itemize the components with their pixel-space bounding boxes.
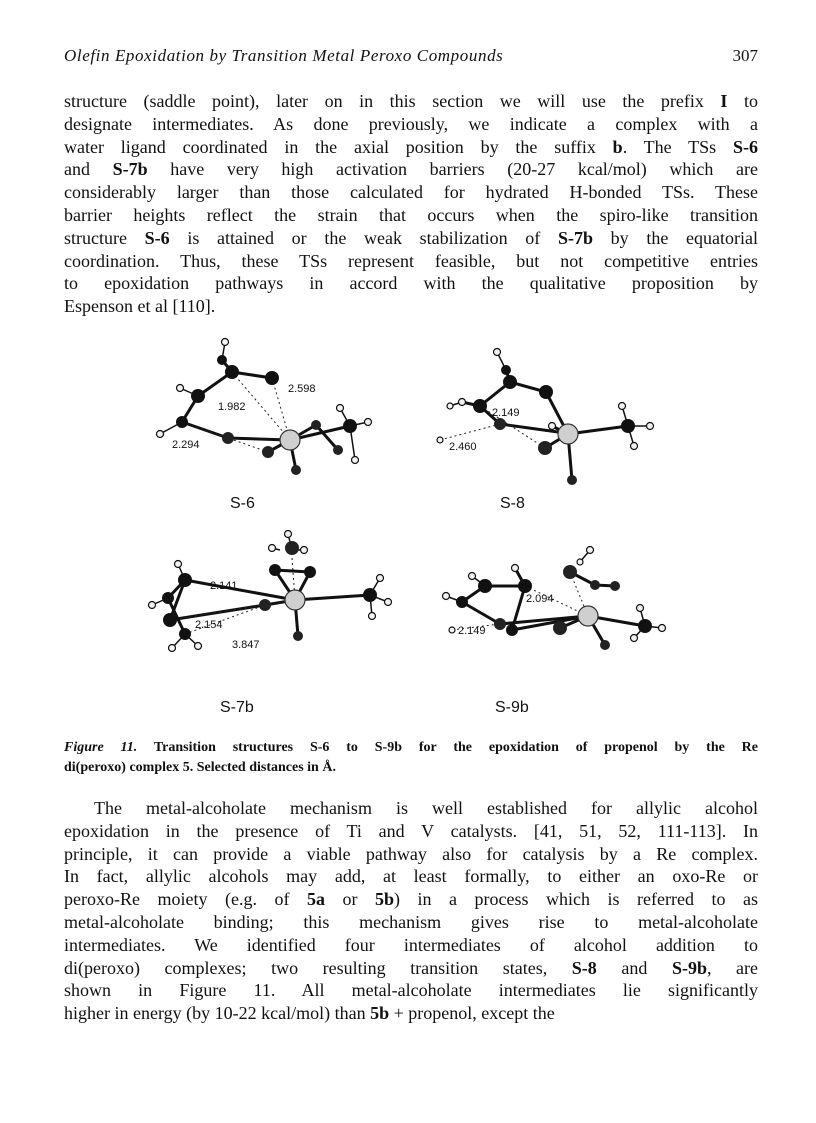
text-line: metal-alcoholate binding; this mechanism gives rise to metal-alcoholate [64,911,758,932]
distance-label: 2.460 [449,441,477,453]
structure-s-7b [149,531,392,717]
distance-label: 2.149 [458,625,486,637]
figure-11-graphic [140,330,680,730]
structure-label: S-9b [495,699,529,716]
text-line: coordination. Thus, these TSs represent feasible, but not competitive entries [64,250,758,271]
structure-s-8 [437,349,654,513]
distance-label: 2.154 [195,619,223,631]
page-number: 307 [732,46,758,65]
structure-s-6 [157,339,372,513]
structure-label: S-8 [500,495,525,512]
distance-label: 2.598 [288,383,316,395]
text-line: epoxidation in the presence of Ti and V catalysts. [41, 51, 52, 111-113]. In [64,820,758,841]
running-title: Olefin Epoxidation by Transition Metal Peroxo Compounds [64,46,504,65]
bold-term: b [612,136,623,157]
bold-term: 5b [370,1003,390,1024]
text-line: water ligand coordinated in the axial position by the suffix b. The TSs S-6 [64,136,758,157]
text-line: intermediates. We identified four intermediates of alcohol addition to [64,934,758,955]
structure-label: S-6 [230,495,255,512]
bold-term: I [720,91,728,111]
text-line: structure (saddle point), later on in this section we will use the prefix I to [64,91,758,111]
paragraph-metal-alcoholate [64,797,758,1025]
figure-label: Figure 11. [64,740,138,755]
text-line: designate intermediates. As done previously, we indicate a complex with a [64,113,758,134]
running-head [64,46,758,72]
bold-term: S-9b [671,957,707,978]
caption-text-2: di(peroxo) complex 5. Selected distances in Å. [64,760,336,775]
bold-term: S-7b [557,227,593,248]
bold-term: 5a [306,889,325,910]
bold-term: S-6 [144,227,170,248]
text-line: Espenson et al [110]. [64,296,216,317]
structure-label: S-7b [220,699,254,716]
text-line: shown in Figure 11. All metal-alcoholate intermediates lie significantly [64,980,758,1001]
text-line: principle, it can provide a viable pathway also for catalysis by a Re complex. [64,843,758,864]
text-line: to epoxidation pathways in accord with the qualitative proposition by [64,273,758,294]
distance-label: 2.294 [172,439,200,451]
structure-s-9b [443,547,666,717]
text-line: considerably larger than those calculated for hydrated H-bonded TSs. These [64,182,758,203]
text-line: In fact, allylic alcohols may add, at least formally, to either an oxo-Re or [64,866,758,887]
text-line: peroxo-Re moiety (e.g. of 5a or 5b) in a process which is referred to as [64,889,758,910]
bold-term: S-6 [732,136,758,157]
distance-label: 2.141 [210,580,238,592]
text-line: The metal-alcoholate mechanism is well established for allylic alcohol [94,798,758,818]
figure-11 [140,330,680,730]
caption-text-1: Transition structures S-6 to S-9b for the epoxidation of propenol by the Re [153,740,759,755]
bold-term: S-8 [571,957,597,978]
distance-label: 3.847 [232,639,260,651]
text-line: higher in energy (by 10-22 kcal/mol) than 5b + propenol, except the [64,1003,555,1024]
text-line: di(peroxo) complexes; two resulting transition states, S-8 and S-9b, are [64,957,758,978]
paragraph-intro [64,90,758,318]
bold-term: S-7b [112,159,148,180]
text-line: and S-7b have very high activation barriers (20-27 kcal/mol) which are [64,159,758,180]
figure-caption [64,738,758,778]
text-line: structure S-6 is attained or the weak stabilization of S-7b by the equatorial [64,227,758,248]
bold-term: 5b [375,889,395,910]
text-line: barrier heights reflect the strain that occurs when the spiro-like transition [64,204,758,225]
distance-label: 1.982 [218,401,246,413]
distance-label: 2.094 [526,593,554,605]
distance-label: 2.149 [492,407,520,419]
